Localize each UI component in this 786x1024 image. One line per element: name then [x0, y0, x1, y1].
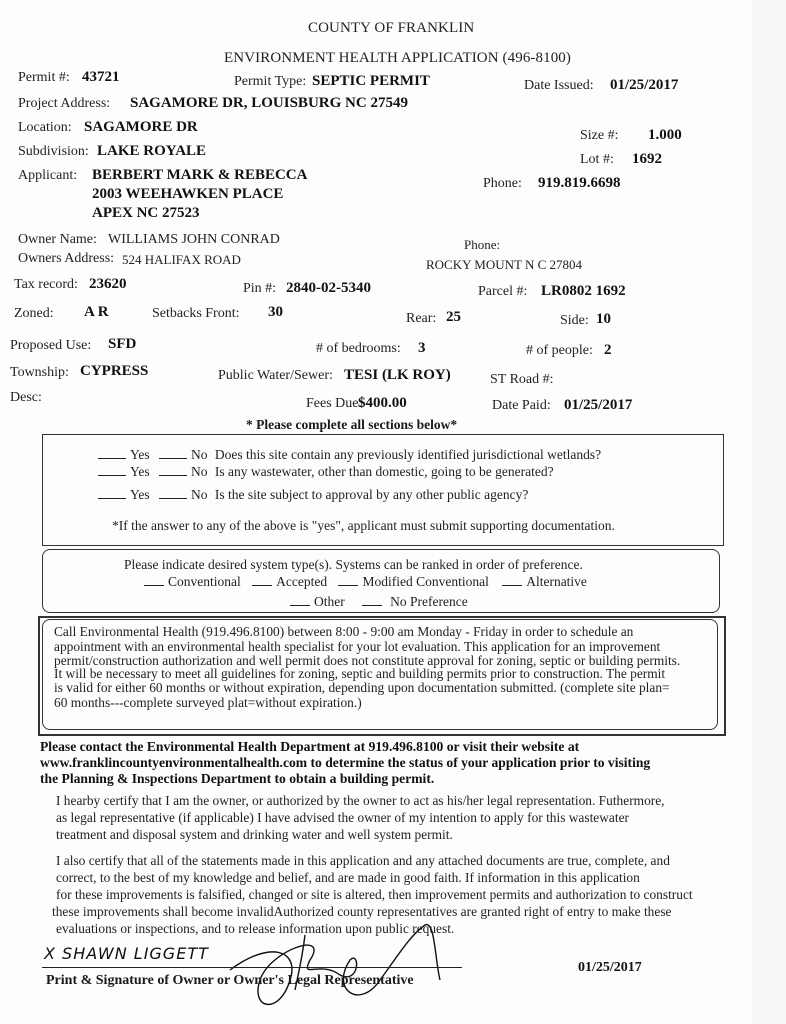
proposed-use-label: Proposed Use: — [10, 338, 92, 353]
subdivision-value: LAKE ROYALE — [97, 143, 207, 159]
setbacks-front-label: Setbacks Front: — [152, 306, 240, 321]
applicant-line-1: BERBERT MARK & REBECCA — [92, 167, 308, 183]
question-text: Is any wastewater, other than domestic, going to be generated? — [214, 464, 554, 479]
setbacks-front-value: 30 — [268, 304, 283, 320]
applicant-phone-value: 919.819.6698 — [538, 175, 621, 191]
side-label: Side: — [560, 313, 589, 328]
yes-label: Yes — [130, 464, 150, 479]
yes-label: Yes — [130, 487, 150, 502]
permit-number: 43721 — [82, 69, 120, 85]
size-value: 1.000 — [648, 127, 682, 143]
zoned-label: Zoned: — [14, 306, 54, 321]
bedrooms-label: # of bedrooms: — [316, 341, 401, 356]
people-label: # of people: — [526, 343, 593, 358]
bedrooms-value: 3 — [418, 340, 426, 356]
permit-type-label: Permit Type: — [234, 74, 307, 89]
township-value: CYPRESS — [80, 363, 149, 379]
certify-line: I also certify that all of the statements made in this application and any attached documents are true, complete, and — [56, 853, 670, 868]
size-label: Size #: — [580, 128, 619, 143]
option-no-preference: No Preference — [390, 594, 468, 609]
owners-address-label: Owners Address: — [18, 251, 115, 266]
system-types-prompt: Please indicate desired system type(s). Systems can be ranked in order of preference. — [124, 557, 583, 572]
st-road-label: ST Road #: — [490, 372, 554, 387]
rear-label: Rear: — [406, 311, 437, 326]
yes-blank[interactable] — [98, 465, 126, 476]
tax-record-label: Tax record: — [14, 277, 78, 292]
applicant-line-3: APEX NC 27523 — [92, 205, 200, 221]
fees-due-value: $400.00 — [358, 395, 407, 411]
certify-line: correct, to the best of my knowledge and belief, and are made in good faith. If information in this application — [56, 870, 640, 885]
signature-scribble — [210, 920, 470, 1020]
date-paid-value: 01/25/2017 — [564, 397, 633, 413]
location-value: SAGAMORE DR — [84, 119, 198, 135]
yes-blank[interactable] — [98, 448, 126, 459]
water-sewer-value: TESI (LK ROY) — [344, 367, 451, 383]
option-conventional: Conventional — [168, 574, 241, 589]
certify-line: for these improvements is falsified, changed or site is altered, then improvement permits and authorization to construct — [56, 887, 693, 902]
contact-line: Please contact the Environmental Health Department at 919.496.8100 or visit their website at — [40, 739, 580, 754]
date-paid-label: Date Paid: — [492, 398, 551, 413]
contact-line: www.franklincountyenvironmentalhealth.com to determine the status of your application prior to visiting — [40, 755, 651, 770]
people-value: 2 — [604, 342, 612, 358]
notice-line: is valid for either 60 months or without expiration, depending upon documentation submitted. (complete site plan= — [54, 680, 670, 696]
no-blank[interactable] — [159, 448, 187, 459]
date-issued-label: Date Issued: — [524, 78, 594, 93]
option-blank[interactable] — [338, 575, 358, 586]
rear-value: 25 — [446, 309, 461, 325]
zoned-value: A R — [84, 304, 109, 320]
pin-label: Pin #: — [243, 281, 277, 296]
signature-caption: Print & Signature of Owner or Owner's Legal Representative — [46, 973, 414, 988]
subdivision-label: Subdivision: — [18, 144, 89, 159]
question-row-2 — [98, 464, 554, 480]
question-row-3 — [98, 487, 528, 503]
scan-edge — [752, 0, 786, 1024]
option-blank[interactable] — [252, 575, 272, 586]
certify-line: evaluations or inspections, and to release information upon public request. — [56, 921, 455, 936]
notice-text — [54, 625, 680, 711]
notice-line: 60 months---complete surveyed plat=without expiration.) — [54, 694, 362, 710]
notice-line: appointment with an environmental health specialist for your lot evaluation. This application for an improvement — [54, 638, 661, 654]
desc-label: Desc: — [10, 390, 42, 405]
certification-paragraph-1 — [56, 792, 665, 843]
yes-label: Yes — [130, 447, 150, 462]
lot-value: 1692 — [632, 151, 662, 167]
certify-line: as legal representative (if applicable) I have advised the owner of my intention to apply for this wastewater — [56, 810, 629, 825]
proposed-use-value: SFD — [108, 336, 137, 352]
option-accepted: Accepted — [276, 574, 328, 589]
option-alternative: Alternative — [526, 574, 587, 589]
question-row-1 — [98, 447, 601, 463]
permit-type-value: SEPTIC PERMIT — [312, 73, 430, 89]
instructions-banner: * Please complete all sections below* — [246, 417, 458, 432]
applicant-line-2: 2003 WEEHAWKEN PLACE — [92, 186, 284, 202]
parcel-value: LR0802 1692 — [541, 283, 626, 299]
lot-label: Lot #: — [580, 152, 614, 167]
no-label: No — [191, 447, 208, 462]
parcel-label: Parcel #: — [478, 284, 528, 299]
option-blank[interactable] — [502, 575, 522, 586]
system-types-row-1 — [144, 574, 587, 590]
question-text: Is the site subject to approval by any other public agency? — [214, 487, 529, 502]
location-label: Location: — [18, 120, 72, 135]
project-address-label: Project Address: — [18, 96, 111, 111]
question-text: Does this site contain any previously identified jurisdictional wetlands? — [214, 447, 602, 462]
signature-line — [42, 967, 462, 968]
notice-line: It will be necessary to meet all guidelines for zoning, septic and building permits prior to construction. The permit — [54, 665, 666, 681]
option-blank[interactable] — [144, 575, 164, 586]
system-types-row-2 — [290, 594, 468, 610]
no-label: No — [191, 464, 208, 479]
option-blank[interactable] — [362, 595, 382, 606]
water-sewer-label: Public Water/Sewer: — [218, 368, 333, 383]
pin-value: 2840-02-5340 — [286, 280, 371, 296]
owners-city-value: ROCKY MOUNT N C 27804 — [426, 257, 583, 272]
notice-line: permit/construction authorization and well permit does not constitute approval for zoning, septic or building permits. — [54, 653, 681, 669]
form-title: ENVIRONMENT HEALTH APPLICATION (496-8100) — [224, 50, 572, 66]
side-value: 10 — [596, 311, 611, 327]
owner-name-value: WILLIAMS JOHN CONRAD — [108, 232, 280, 247]
no-label: No — [191, 487, 208, 502]
applicant-label: Applicant: — [18, 168, 78, 183]
option-modified-conventional: Modified Conventional — [362, 574, 489, 589]
contact-paragraph — [40, 739, 650, 787]
no-blank[interactable] — [159, 488, 187, 499]
option-other: Other — [314, 594, 345, 609]
no-blank[interactable] — [159, 465, 187, 476]
county-title: COUNTY OF FRANKLIN — [308, 20, 475, 36]
permit-label: Permit #: — [18, 70, 70, 85]
date-issued-value: 01/25/2017 — [610, 77, 679, 93]
owner-name-label: Owner Name: — [18, 232, 97, 247]
printed-name[interactable]: X SHAWN LIGGETT — [44, 944, 209, 963]
tax-record-value: 23620 — [89, 276, 127, 292]
yes-blank[interactable] — [98, 488, 126, 499]
certify-line: I hearby certify that I am the owner, or authorized by the owner to act as his/her legal representation. Futhermore, — [56, 793, 665, 808]
questions-footnote: *If the answer to any of the above is "yes", applicant must submit supporting documentation. — [112, 518, 615, 533]
option-blank[interactable] — [290, 595, 310, 606]
fees-due-label: Fees Due: — [306, 396, 363, 411]
applicant-phone-label: Phone: — [483, 176, 522, 191]
project-address-value: SAGAMORE DR, LOUISBURG NC 27549 — [130, 95, 408, 111]
owners-address-value: 524 HALIFAX ROAD — [122, 252, 241, 267]
owner-phone-label: Phone: — [464, 237, 501, 252]
certify-line: these improvements shall become invalidAuthorized county representatives are granted right of entry to make these — [52, 904, 672, 919]
signature-date: 01/25/2017 — [578, 960, 642, 975]
contact-line: the Planning & Inspections Department to obtain a building permit. — [40, 771, 435, 786]
notice-line: Call Environmental Health (919.496.8100) between 8:00 - 9:00 am Monday - Friday in order to schedule an — [54, 624, 634, 639]
certify-line: treatment and disposal system and drinking water and well system permit. — [56, 827, 453, 842]
township-label: Township: — [10, 365, 69, 380]
